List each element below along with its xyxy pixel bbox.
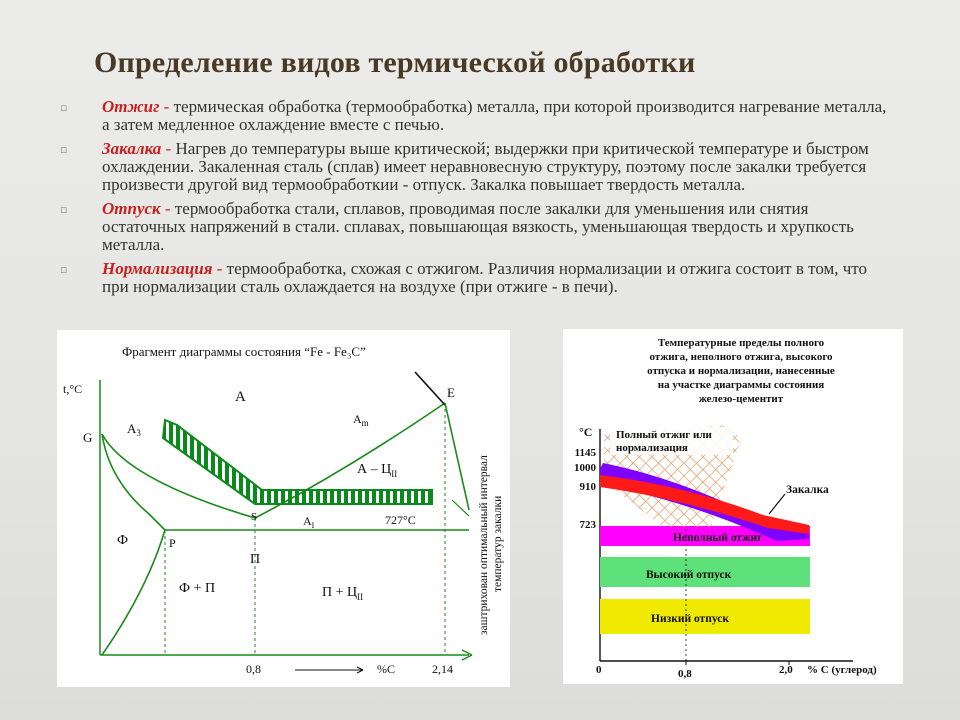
- title-line-1: Температурные пределы полного: [657, 337, 825, 349]
- title-line-2: отжига, неполного отжига, высокого: [649, 351, 833, 363]
- label-a1: $A_I$: [303, 514, 315, 530]
- bullet-normalize: [60, 260, 890, 296]
- callout-full-anneal-line1: Полный отжиг или: [616, 429, 712, 441]
- point-g: G: [83, 430, 93, 445]
- y-tick-910: 910: [579, 481, 596, 493]
- phase-ferrite-pearlite: Ф + П: [179, 581, 216, 596]
- term-dash: -: [161, 139, 176, 158]
- term-normalize: Нормализация: [102, 259, 213, 278]
- title-line-5: железо-цементит: [698, 393, 784, 405]
- point-s: S: [251, 511, 258, 523]
- band-incomplete-anneal-label: Неполный отжиг: [673, 532, 763, 544]
- slide-title: Определение видов термической обработки: [94, 46, 696, 79]
- line-e-upper: [415, 372, 445, 405]
- callout-quench: Закалка: [786, 484, 829, 496]
- quench-pointer-line: [769, 494, 785, 514]
- label-a3: $A_3$: [127, 421, 141, 438]
- x-tick-2-0: 2,0: [779, 664, 793, 676]
- fe-fe3c-diagram: [57, 330, 510, 687]
- title-line-4: на участке диаграммы состояния: [657, 379, 825, 391]
- x-tick-0-8: 0,8: [678, 668, 692, 680]
- y-tick-723: 723: [579, 519, 596, 531]
- definition-quench: Нагрев до температуры выше критической; выдержки при критической температуре и быстром охлаждении. Закаленная сталь (сплав) имеет неравновесную структуру, поэтому после закалки требуется произвести другой вид термообработкии - отпуск. Закалка повышает твердость металла.: [102, 139, 869, 194]
- phase-ferrite: Ф: [117, 533, 129, 548]
- term-anneal: Отжиг: [102, 97, 160, 116]
- term-temper: Отпуск: [102, 199, 161, 218]
- x-tick-0: 0: [596, 664, 602, 676]
- x-axis-label: %C: [377, 662, 395, 676]
- x-tick-2-14: 2,14: [432, 662, 453, 676]
- x-tick-0-8: 0,8: [246, 662, 261, 676]
- definition-list: [60, 98, 890, 302]
- callout-full-anneal-line2: нормализация: [616, 442, 688, 454]
- bullet-marker-icon: ▫: [60, 203, 68, 216]
- y-tick-1145: 1145: [574, 447, 596, 459]
- definition-normalize: термообработка, схожая с отжигом. Различия нормализации и отжига состоит в том, что при нормализации сталь охлаждается на воздухе (при отжиге - в печи).: [102, 259, 868, 296]
- label-727: 727°С: [385, 513, 416, 527]
- point-e: E: [447, 385, 455, 400]
- bullet-marker-icon: ▫: [60, 143, 68, 156]
- vertical-note-line1: заштрихован оптимальный интервал: [478, 455, 490, 635]
- phase-pearlite-cementite: $П + Ц_{II}$: [322, 585, 364, 602]
- label-am: $A_m$: [353, 412, 369, 428]
- bullet-anneal: [60, 98, 890, 134]
- title-line-3: отпуска и нормализации, нанесенные: [647, 365, 835, 377]
- heat-treatment-ranges-panel: [563, 329, 903, 684]
- term-dash: -: [212, 259, 227, 278]
- band-high-temper-label: Высокий отпуск: [646, 569, 732, 581]
- vertical-note-line2: температур закалки: [492, 495, 504, 592]
- line-ecf: [452, 500, 469, 516]
- y-axis-unit: °C: [579, 425, 593, 439]
- y-axis-label: t,°C: [63, 382, 83, 396]
- x-axis-label: % С (углерод): [807, 664, 877, 676]
- bullet-marker-icon: ▫: [60, 263, 68, 276]
- bullet-quench: [60, 140, 890, 194]
- definition-anneal: термическая обработка (термообработка) металла, при которой производится нагревание металла, а затем медленное охлаждение вместе с печью.: [102, 97, 887, 134]
- definition-temper: термообработка стали, сплавов, проводимая после закалки для уменьшения или снятия остаточных напряжений в стали. сплавах, повышающая вязкость, уменьшающая твердость и хрупкость металла.: [102, 199, 854, 254]
- bullet-marker-icon: ▫: [60, 101, 68, 114]
- term-dash: -: [160, 199, 175, 218]
- phase-austenite-cementite: А – $Ц_{II}$: [357, 462, 398, 479]
- line-e-right: [445, 403, 469, 510]
- phase-pearlite: П: [250, 552, 261, 567]
- fe-fe3c-diagram-panel: [57, 330, 510, 687]
- bullet-temper: [60, 200, 890, 254]
- phase-austenite: A: [235, 389, 246, 405]
- y-tick-1000: 1000: [574, 462, 596, 474]
- term-dash: -: [159, 97, 174, 116]
- diagram-title: Фрагмент диаграммы состояния “Fe - Fe₃C”: [122, 344, 366, 359]
- point-p: P: [169, 536, 176, 550]
- line-pq: [102, 530, 165, 655]
- heat-treatment-ranges-diagram: [563, 329, 903, 684]
- term-quench: Закалка: [102, 139, 162, 158]
- optimal-quench-band: [163, 420, 432, 504]
- line-gp: [102, 434, 165, 530]
- band-low-temper-label: Низкий отпуск: [651, 613, 729, 625]
